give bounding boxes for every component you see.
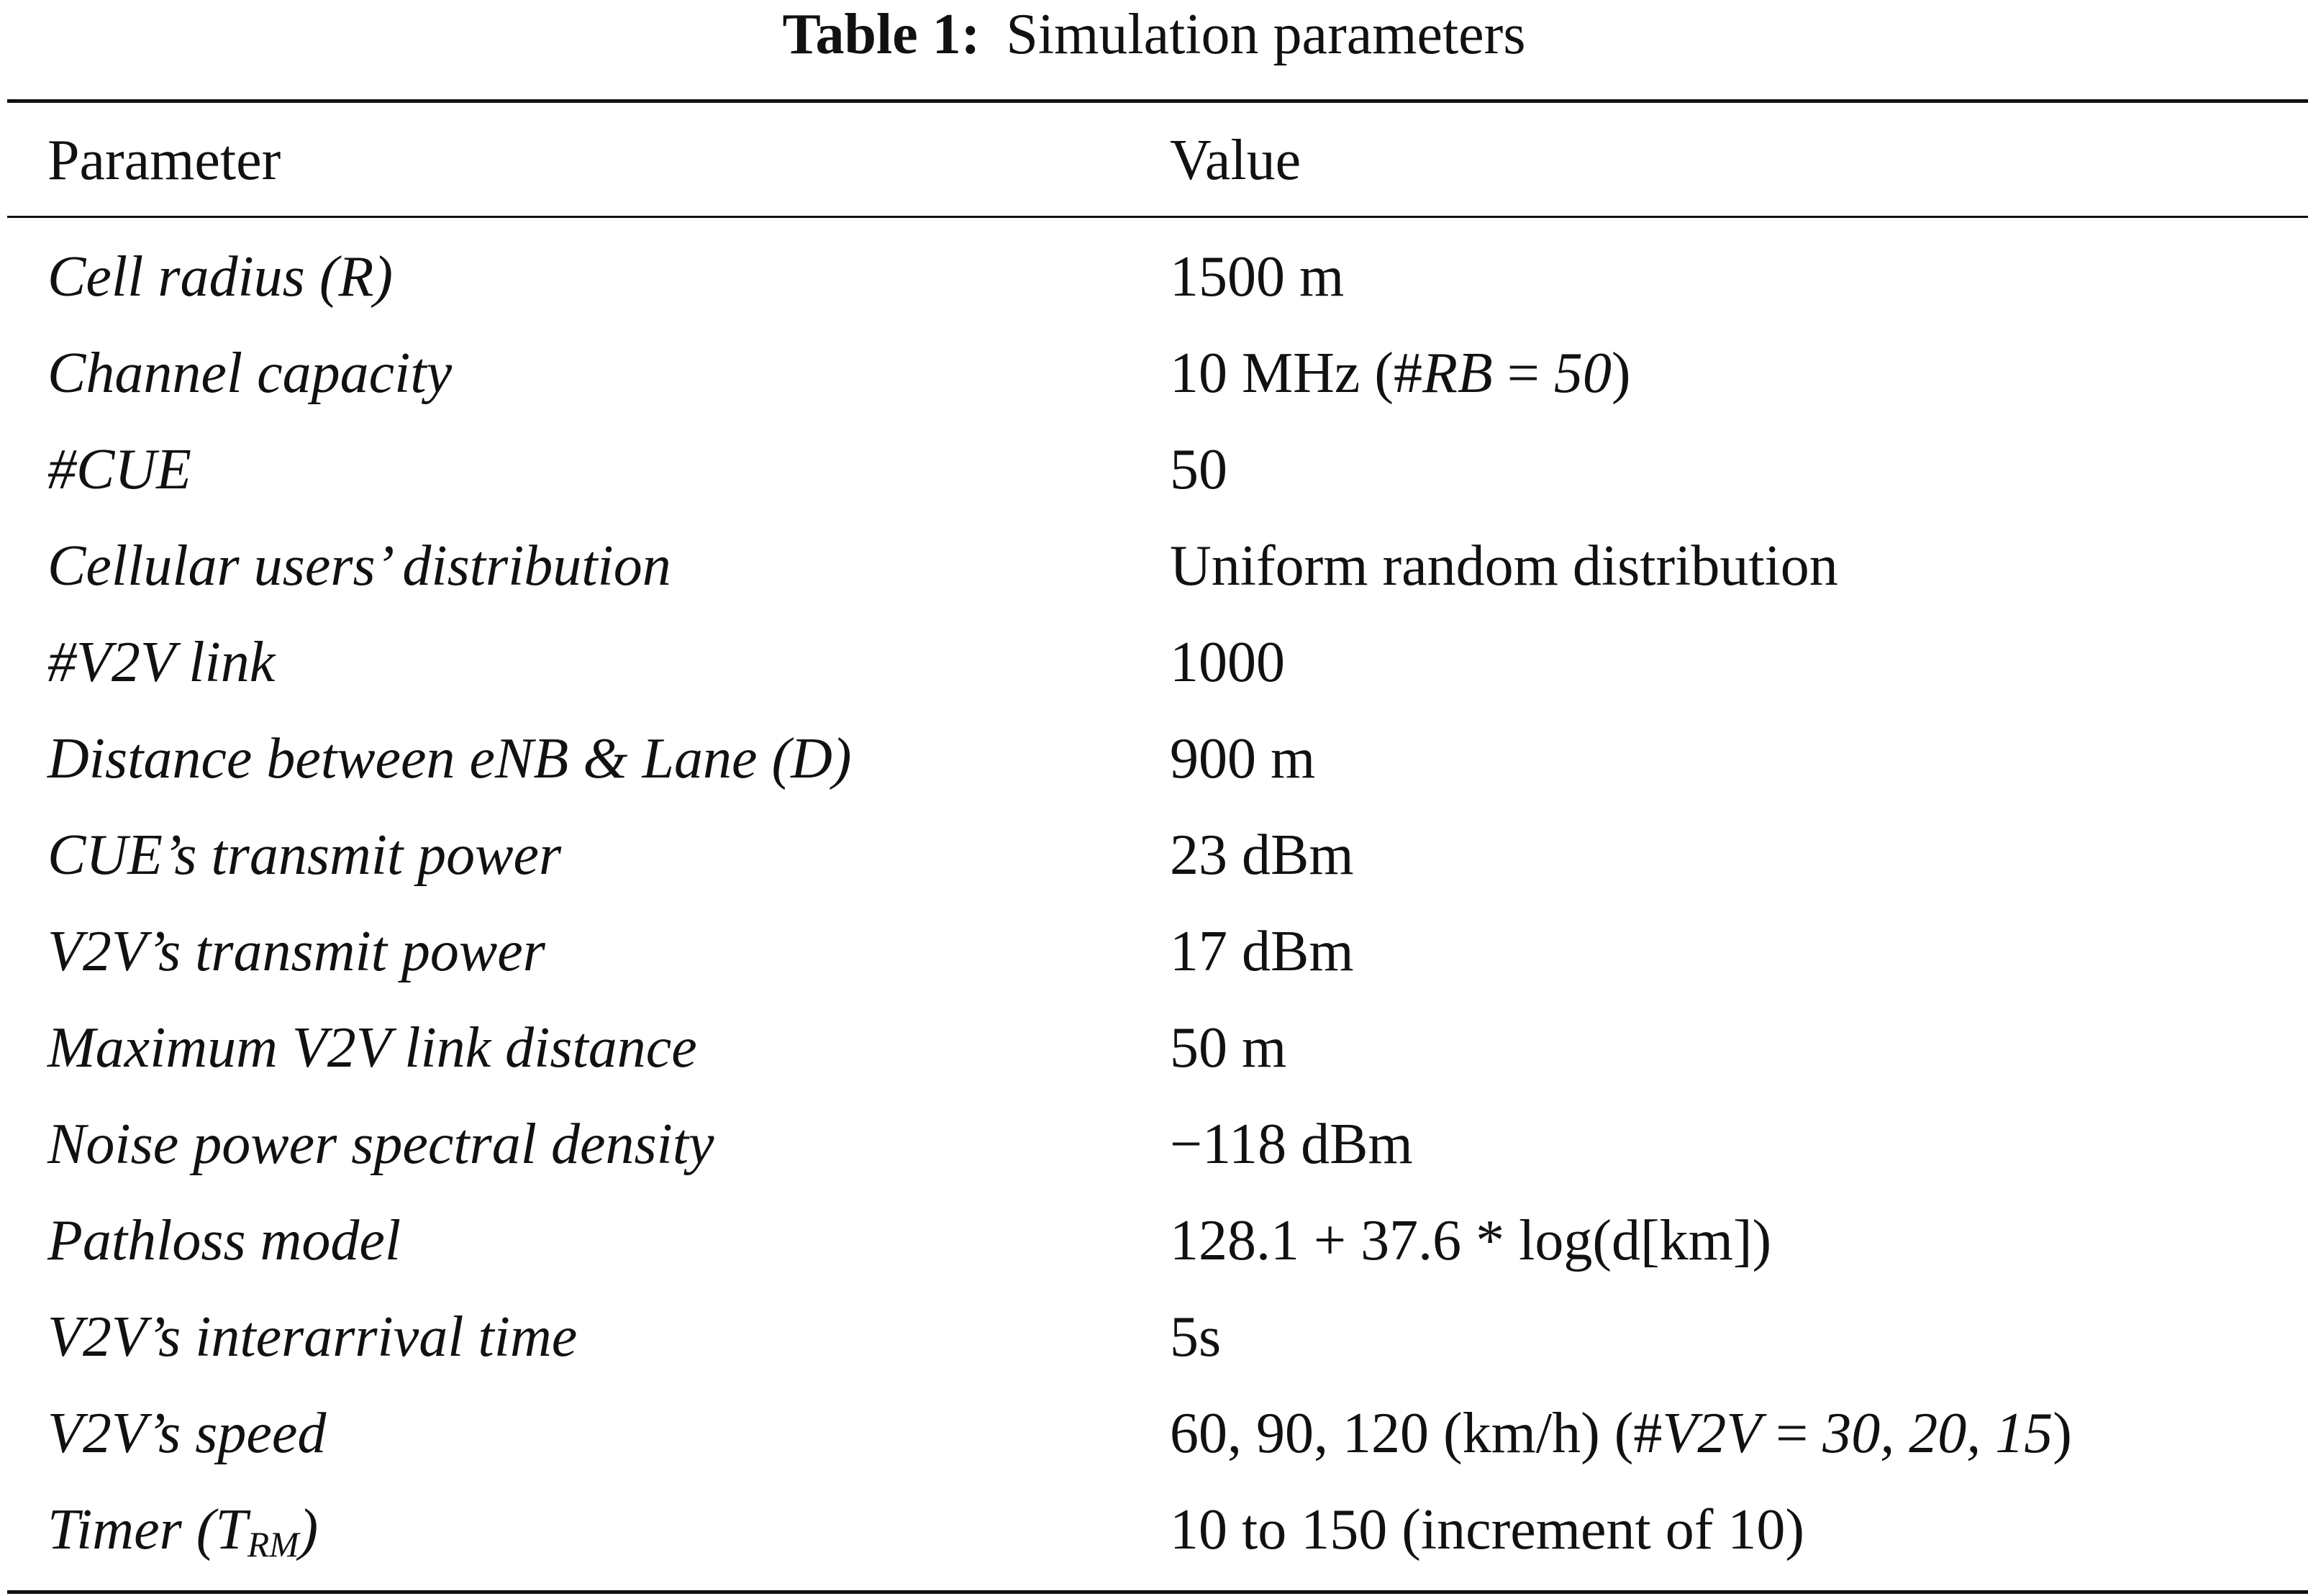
table-row [0, 325, 2308, 421]
parameter-cell: V2V’s speed [47, 1402, 327, 1465]
value-cell: 900 m [1170, 727, 1316, 790]
table-caption-label: Table 1: [782, 3, 981, 66]
parameter-cell: Distance between eNB & Lane (D) [47, 727, 852, 790]
table-row [0, 807, 2308, 903]
parameter-cell: Maximum V2V link distance [47, 1016, 697, 1080]
value-cell: 23 dBm [1170, 824, 1354, 887]
value-cell: 60, 90, 120 (km/h) (#V2V = 30, 20, 15) [1170, 1402, 2072, 1465]
table-row [0, 711, 2308, 807]
parameter-cell: Channel capacity [47, 342, 453, 405]
column-header-value: Value [1170, 129, 1301, 192]
parameter-cell: Pathloss model [47, 1209, 401, 1272]
table-row [0, 1193, 2308, 1289]
value-cell: 50 [1170, 438, 1227, 501]
parameter-cell: CUE’s transmit power [47, 824, 562, 887]
table-caption-title: Simulation parameters [1006, 3, 1526, 66]
value-cell: 1500 m [1170, 245, 1345, 309]
table-caption [0, 0, 2308, 79]
value-cell: 50 m [1170, 1016, 1287, 1080]
table-row [0, 614, 2308, 711]
table-row [0, 1482, 2308, 1578]
table-row [0, 903, 2308, 1000]
parameter-cell: Cellular users’ distribution [47, 534, 671, 598]
value-cell: 10 to 150 (increment of 10) [1170, 1498, 1804, 1561]
table-row [0, 1385, 2308, 1482]
table-bottom-rule [7, 1590, 2308, 1594]
parameter-cell: Timer $(T_{RM})$ [47, 1498, 319, 1564]
value-cell: Uniform random distribution [1170, 534, 1838, 598]
parameter-cell: #V2V link [47, 631, 276, 694]
parameter-cell: V2V’s transmit power [47, 920, 545, 983]
parameter-cell: #CUE [47, 438, 191, 501]
value-cell: 5s [1170, 1305, 1222, 1369]
table-row [0, 229, 2308, 325]
value-cell: 128.1 + 37.6 * log(d[km]) [1170, 1209, 1772, 1272]
column-header-parameter: Parameter [47, 129, 281, 192]
table-header-rule [7, 216, 2308, 218]
table-row [0, 1000, 2308, 1096]
table-row [0, 1289, 2308, 1385]
parameter-cell: Cell radius (R) [47, 245, 393, 309]
table-row [0, 1096, 2308, 1193]
value-cell: 17 dBm [1170, 920, 1354, 983]
value-cell: 10 MHz (#RB = 50) [1170, 342, 1631, 405]
table-row [0, 518, 2308, 614]
value-cell: −118 dBm [1170, 1113, 1413, 1176]
parameter-cell: V2V’s interarrival time [47, 1305, 578, 1369]
value-cell: 1000 [1170, 631, 1285, 694]
table-top-rule [7, 99, 2308, 103]
table-row [0, 421, 2308, 518]
parameter-cell: Noise power spectral density [47, 1113, 714, 1176]
table-header-row [0, 112, 2308, 209]
